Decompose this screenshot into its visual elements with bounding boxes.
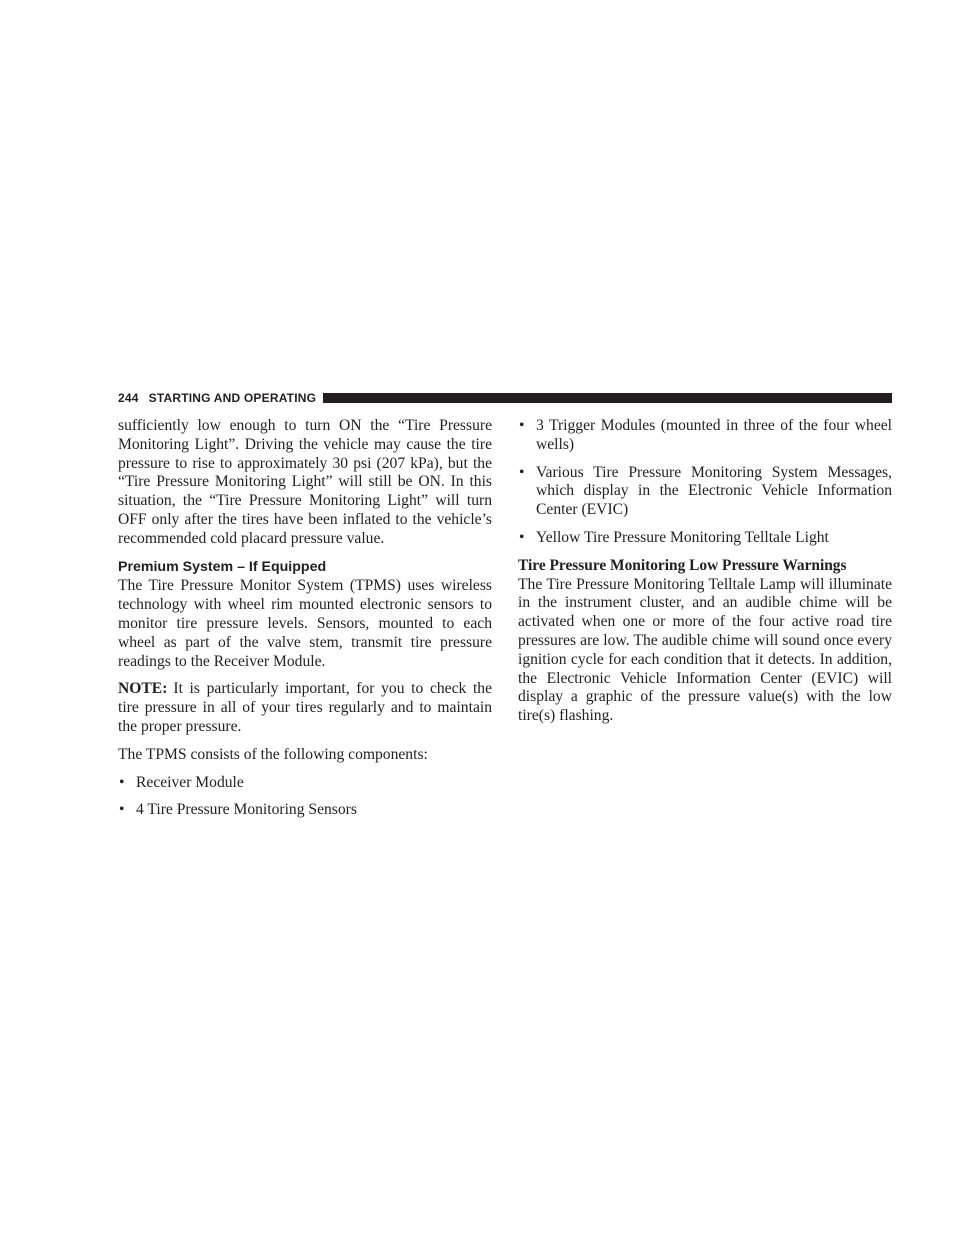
- list-item-text: Various Tire Pressure Monitoring System Messages, which display in the Electronic Vehicle Information Center (EVIC): [536, 463, 892, 519]
- low-pressure-warnings-paragraph: The Tire Pressure Monitoring Telltale Lamp will illuminate in the instrument cluster, and an audible chime will be activated when one or more of the four active road tire pressures are low. The audible chime will sound once every ignition cycle for each condition that it detects. In addition, the Electronic Vehicle Information Center (EVIC) will display a graphic of the pressure value(s) with the low tire(s) flashing.: [518, 575, 892, 725]
- list-item: [518, 529, 892, 548]
- bullet-icon: •: [519, 463, 525, 481]
- premium-system-heading: Premium System – If Equipped: [118, 558, 327, 575]
- note-text: It is particularly important, for you to check the tire pressure in all of your tires regularly and to maintain the proper pressure.: [118, 680, 492, 735]
- bullet-icon: •: [519, 417, 525, 434]
- list-item-text: Yellow Tire Pressure Monitoring Telltale Light: [536, 528, 829, 546]
- list-item-text: 4 Tire Pressure Monitoring Sensors: [136, 801, 357, 819]
- list-item: [118, 774, 492, 793]
- page-header: [118, 389, 892, 407]
- low-pressure-warnings-heading: Tire Pressure Monitoring Low Pressure Warnings: [518, 556, 847, 574]
- right-column: [518, 417, 892, 735]
- left-column: [118, 417, 492, 829]
- list-item: [518, 417, 892, 455]
- bullet-icon: •: [119, 773, 125, 791]
- note-label: NOTE:: [118, 680, 168, 698]
- bullet-icon: •: [119, 801, 125, 819]
- list-item-text: 3 Trigger Modules (mounted in three of the four wheel wells): [536, 417, 892, 453]
- components-intro: The TPMS consists of the following components:: [118, 745, 428, 763]
- list-item: [518, 464, 892, 520]
- bullet-icon: •: [519, 528, 525, 546]
- page-number: 244: [118, 391, 139, 405]
- list-item: [118, 801, 492, 820]
- premium-system-paragraph: The Tire Pressure Monitor System (TPMS) uses wireless technology with wheel rim mounted electronic sensors to monitor tire pressure levels. Sensors, mounted to each wheel as part of the valve stem, transmit tire pressure readings to the Receiver Module.: [118, 577, 492, 670]
- list-item-text: Receiver Module: [136, 773, 244, 791]
- note-paragraph: [118, 680, 492, 736]
- section-title: STARTING AND OPERATING: [148, 391, 317, 405]
- components-list-right: [518, 417, 892, 548]
- header-rule: [323, 393, 892, 403]
- continued-paragraph: sufficiently low enough to turn ON the “Tire Pressure Monitoring Light”. Driving the vehicle may cause the tire pressure to rise to approximately 30 psi (207 kPa), but the “Tire Pressure Monitoring Light” will still be ON. In this situation, the “Tire Pressure Monitoring Light” will turn OFF only after the tires have been inflated to the vehicle’s recommended cold placard pressure value.: [118, 417, 492, 547]
- components-list-left: [118, 774, 492, 821]
